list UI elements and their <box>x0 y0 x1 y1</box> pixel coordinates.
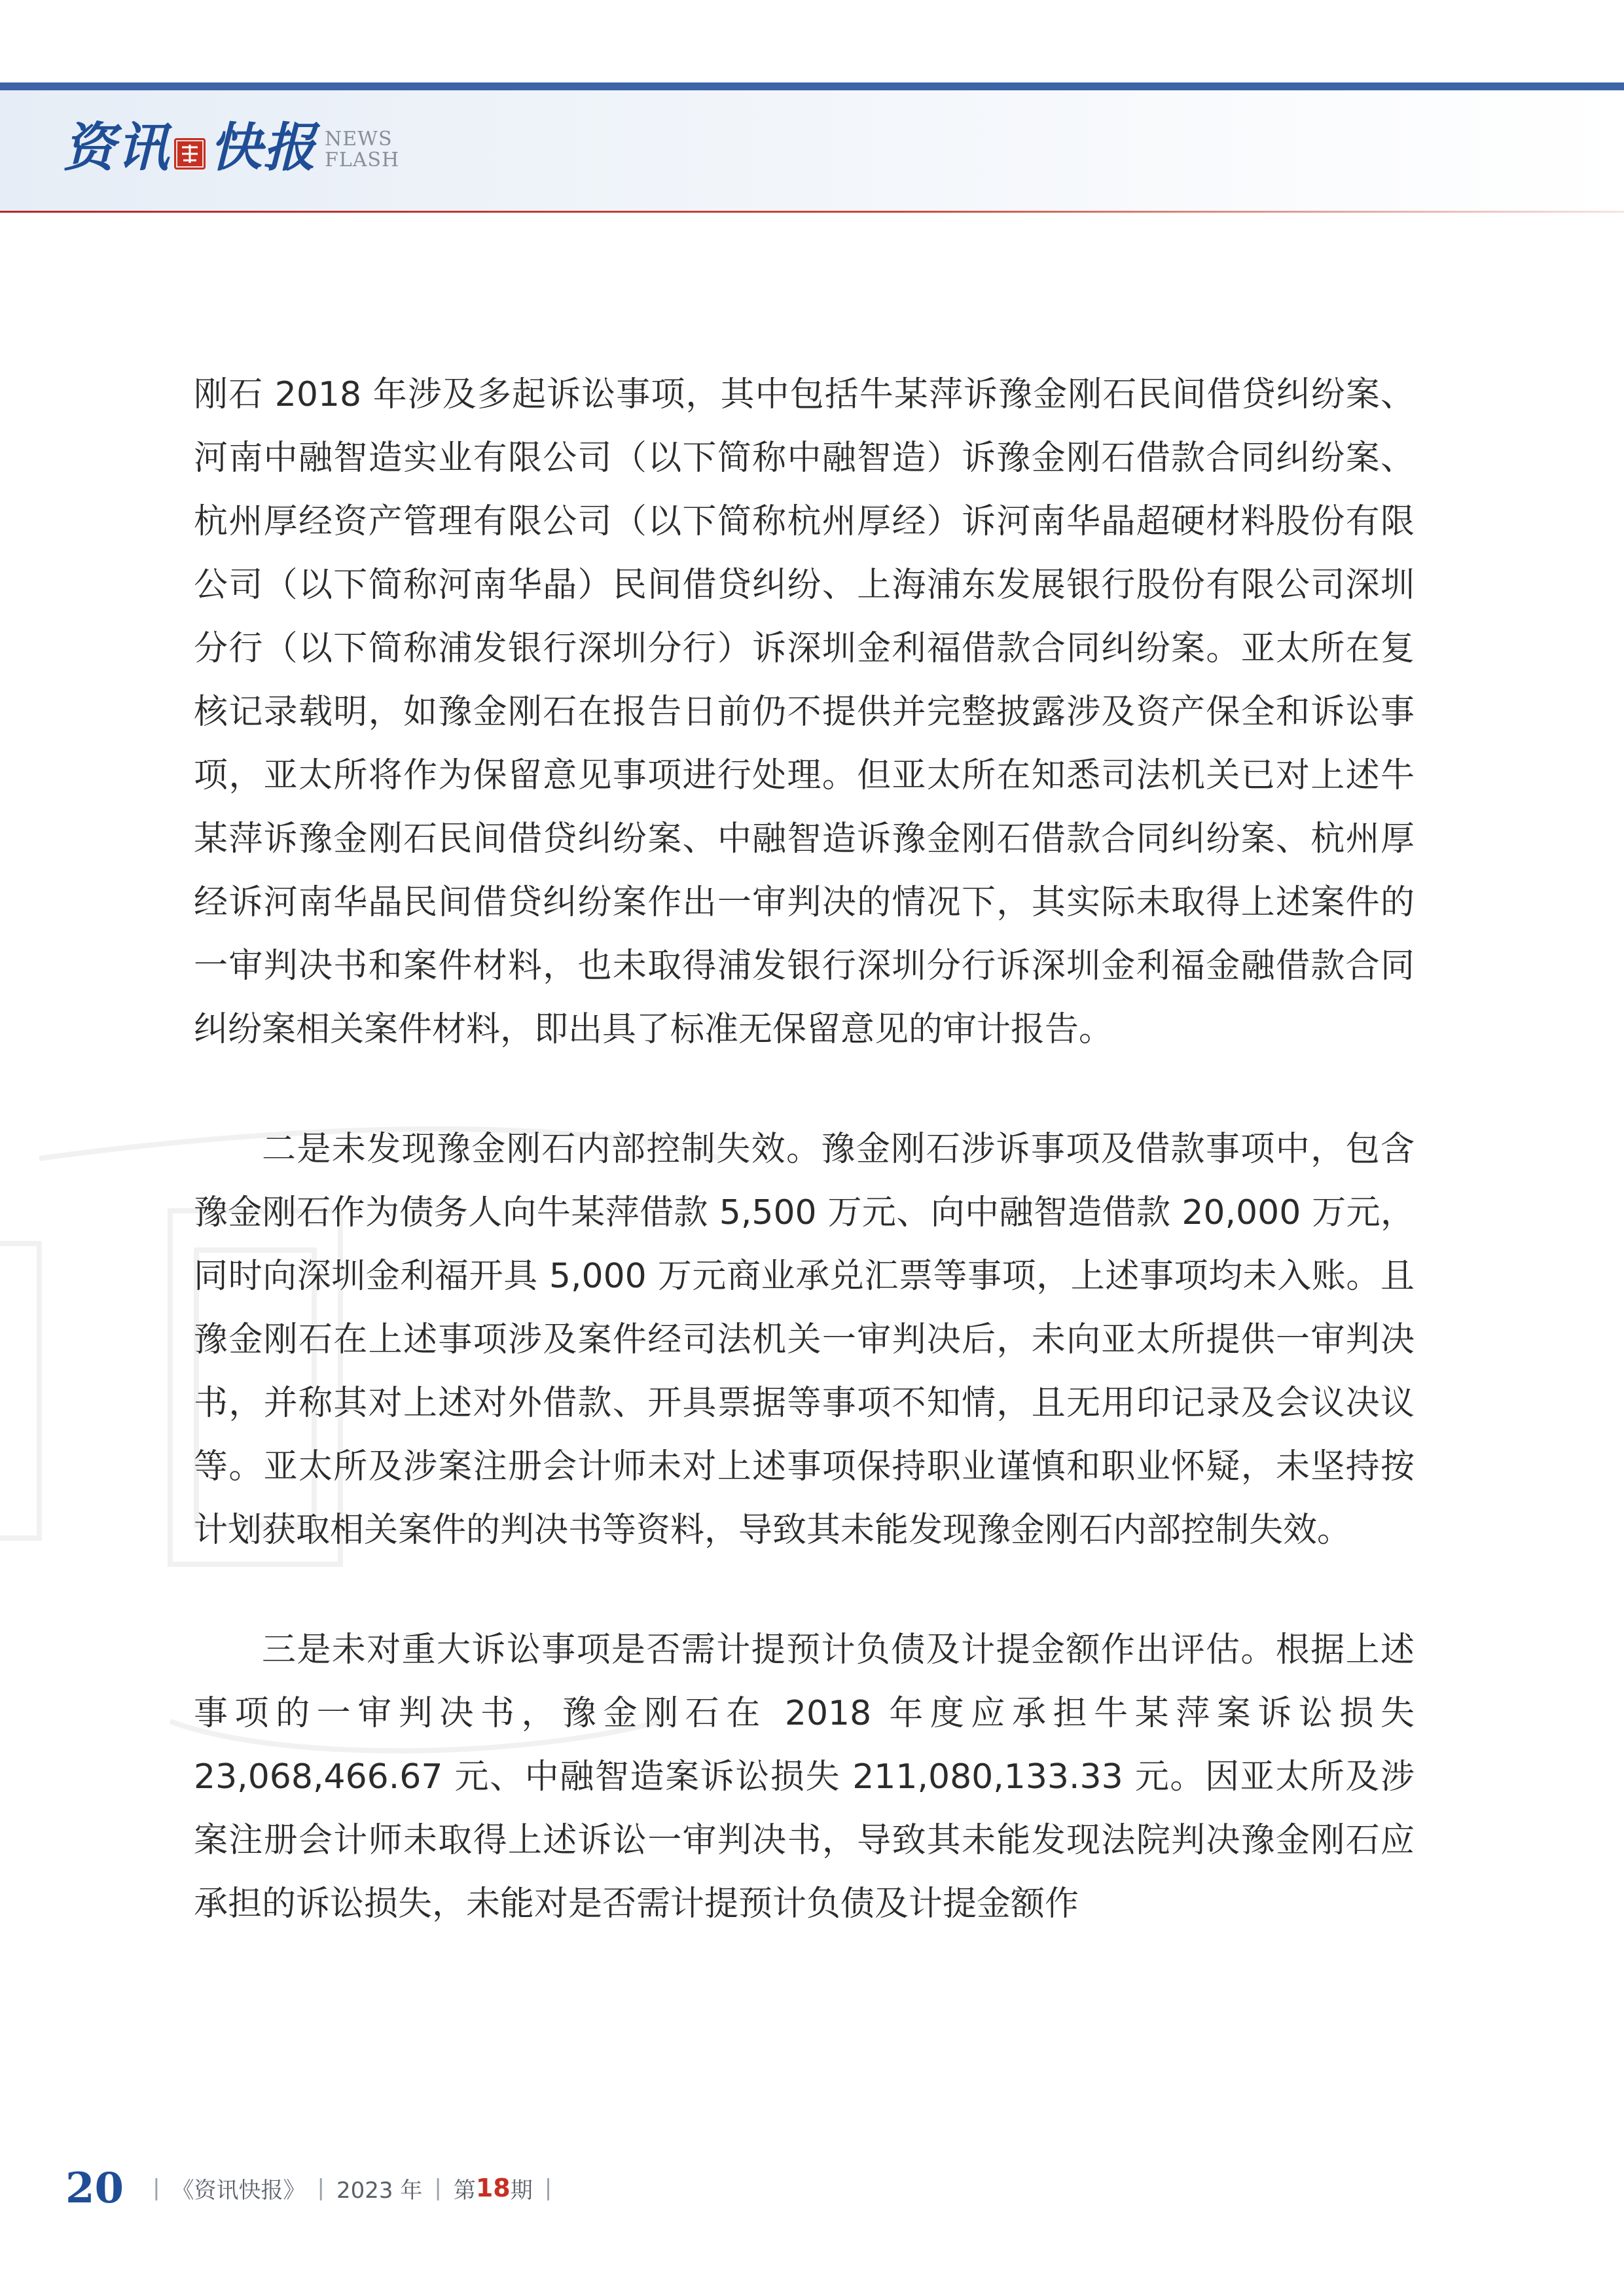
seal-icon <box>174 138 206 170</box>
article-body <box>194 363 1415 1936</box>
header-bottom-rule <box>0 211 1624 213</box>
masthead-title-left: 资讯 <box>63 117 170 178</box>
masthead-title-right: 快报 <box>209 117 317 178</box>
masthead-english-line1: NEWS <box>325 128 393 151</box>
paragraph-3: 三是未对重大诉讼事项是否需计提预计负债及计提金额作出评估。根据上述事项的一审判决书，豫金刚石在 2018 年度应承担牛某萍案诉讼损失 23,068,466.67 元、中融智造案诉讼损失 211,080,133.33 元。因亚太所及涉案注册会计师未取得上述诉讼一审判决书，导致其未能发现法院判决豫金刚石应承担的诉讼损失，未能对是否需计提预计负债及计提金额作 <box>194 1630 1415 1924</box>
page-number: 20 <box>65 2163 124 2213</box>
publication-name: 《资讯快报》 <box>171 2177 306 2204</box>
masthead-logo <box>63 111 399 183</box>
paragraph-2: 二是未发现豫金刚石内部控制失效。豫金刚石涉诉事项及借款事项中，包含豫金刚石作为债务人向牛某萍借款 5,500 万元、向中融智造借款 20,000 万元，同时向深圳金利福开具 5,000 万元商业承兑汇票等事项，上述事项均未入账。且豫金刚石在上述事项涉及案件经司法机关一审判决后，未向亚太所提供一审判决书，并称其对上述对外借款、开具票据等事项不知情，且无用印记录及会议决议等。亚太所及涉案注册会计师未对上述事项保持职业谨慎和职业怀疑，未坚持按计划获取相关案件的判决书等资料，导致其未能发现豫金刚石内部控制失效。 <box>194 1130 1415 1550</box>
footer-separator: | <box>544 2175 552 2201</box>
masthead-english <box>325 129 399 171</box>
footer-separator: | <box>434 2175 442 2201</box>
header-top-rule <box>0 82 1624 90</box>
issue-suffix: 期 <box>510 2177 533 2204</box>
footer-separator: | <box>317 2175 325 2201</box>
page-footer <box>65 2159 564 2217</box>
issue-prefix: 第 <box>453 2177 476 2204</box>
footer-separator: | <box>153 2175 160 2201</box>
issue-number: 18 <box>475 2174 511 2202</box>
publication-year: 2023 年 <box>336 2177 423 2204</box>
masthead-english-line2: FLASH <box>325 149 400 171</box>
paragraph-1: 刚石 2018 年涉及多起诉讼事项，其中包括牛某萍诉豫金刚石民间借贷纠纷案、河南中融智造实业有限公司（以下简称中融智造）诉豫金刚石借款合同纠纷案、杭州厚经资产管理有限公司（以下简称杭州厚经）诉河南华晶超硬材料股份有限公司（以下简称河南华晶）民间借贷纠纷、上海浦东发展银行股份有限公司深圳分行（以下简称浦发银行深圳分行）诉深圳金利福借款合同纠纷案。亚太所在复核记录载明，如豫金刚石在报告日前仍不提供并完整披露涉及资产保全和诉讼事项，亚太所将作为保留意见事项进行处理。但亚太所在知悉司法机关已对上述牛某萍诉豫金刚石民间借贷纠纷案、中融智造诉豫金刚石借款合同纠纷案、杭州厚经诉河南华晶民间借贷纠纷案作出一审判决的情况下，其实际未取得上述案件的一审判决书和案件材料，也未取得浦发银行深圳分行诉深圳金利福金融借款合同纠纷案相关案件材料，即出具了标准无保留意见的审计报告。 <box>194 375 1415 1049</box>
